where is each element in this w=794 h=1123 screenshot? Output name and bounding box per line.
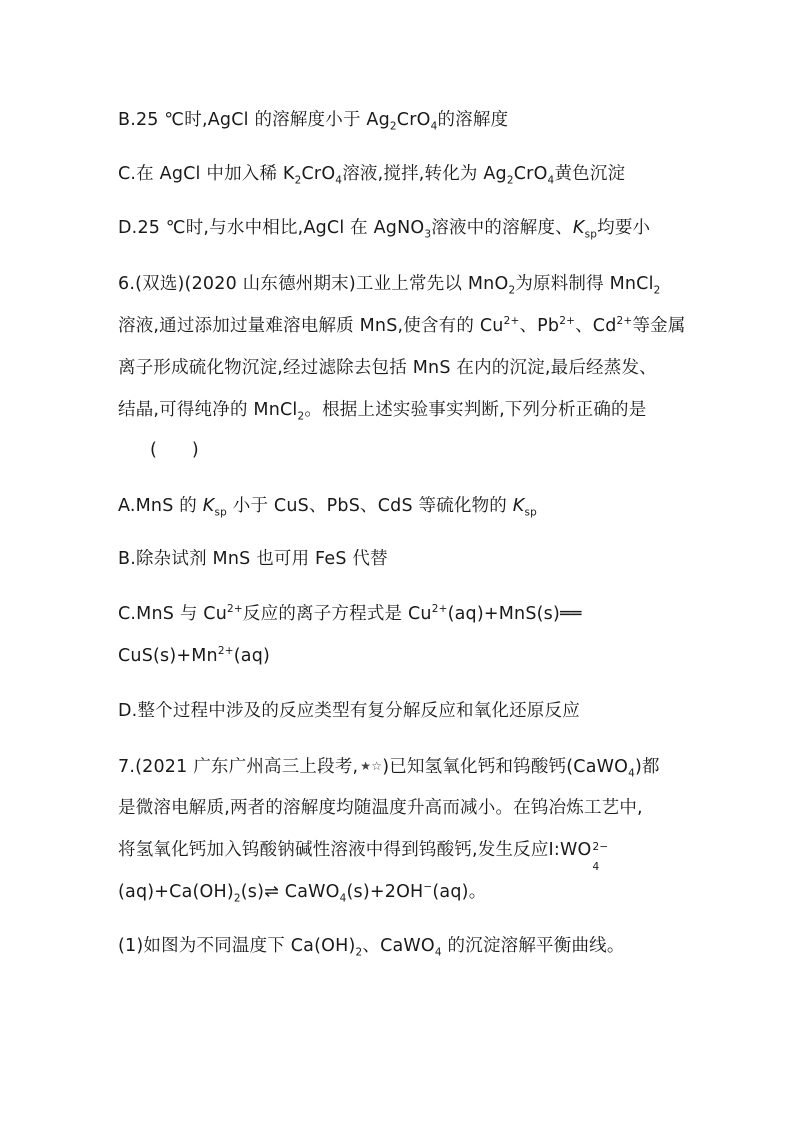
q6-stem-line-3: 离子形成硫化物沉淀,经过滤除去包括 MnS 在内的沉淀,最后经蒸发、	[118, 358, 657, 378]
q6-option-d: D.整个过程中涉及的反应类型有复分解反应和氧化还原反应	[118, 701, 580, 721]
q7-part-1: (1)如图为不同温度下 $Ca(OH)_2$、CaWO$_4$ 的沉淀溶解平衡曲线。	[118, 936, 625, 959]
q6-option-b: B.除杂试剂 MnS 也可用 FeS 代替	[118, 549, 388, 569]
q6-stem-line-4: 结晶,可得纯净的 MnCl$_2$。根据上述实验事实判断,下列分析正确的是	[118, 400, 647, 423]
q7-stem-line-1: 7.(2021 广东广州高三上段考, ★☆)已知氢氧化钙和钨酸钙(CaWO$_4$)都	[118, 754, 660, 779]
q6-option-c-line-1: C.MnS 与 $Cu^{2+}$反应的离子方程式是 $Cu^{2+}(aq)+MnS(s)══$	[118, 603, 582, 624]
q6-stem-line-1: 6.(双选)(2020 山东德州期末)工业上常先以 MnO$_2$为原料制得 MnCl$_2$	[118, 274, 661, 297]
q6-option-a: A.MnS 的 $K_{sp}$ 小于 CuS、PbS、CdS 等硫化物的 $K_{sp}$	[118, 496, 538, 519]
q5-option-d: D.25 ℃时,与水中相比,AgCl 在 AgNO$_3$溶液中的溶解度、$K_{sp}$均要小	[118, 218, 651, 241]
answer-blank: ( )	[150, 440, 199, 460]
q7-stem-line-2: 是微溶电解质,两者的溶解度均随温度升高而减小。在钨冶炼工艺中,	[118, 798, 643, 818]
q6-stem-line-2: 溶液,通过添加过量难溶电解质 MnS,使含有的 $Cu^{2+}$、$Pb^{2+}$、$Cd^{2+}$等金属	[118, 315, 686, 336]
q7-stem-line-4: $(aq)+Ca(OH)_2(s)\rightleftharpoons$ CaWO$_4$(s)+2OH−(aq)。	[118, 881, 487, 905]
q5-option-b: B.25 ℃时,AgCl 的溶解度小于 $Ag_2CrO_4$的溶解度	[118, 110, 509, 133]
q7-stem-line-3: 将氢氧化钙加入钨酸钠碱性溶液中得到钨酸钙,发生反应Ⅰ:WO 2− 4	[118, 840, 609, 873]
q5-option-c: C.在 AgCl 中加入稀 $K_2CrO_4$溶液,搅拌,转化为 $Ag_2CrO_4$黄色沉淀	[118, 164, 626, 187]
difficulty-stars-icon: ★☆	[360, 759, 383, 773]
q6-option-c-line-2: $CuS(s)+Mn^{2+}(aq)$	[118, 645, 271, 666]
